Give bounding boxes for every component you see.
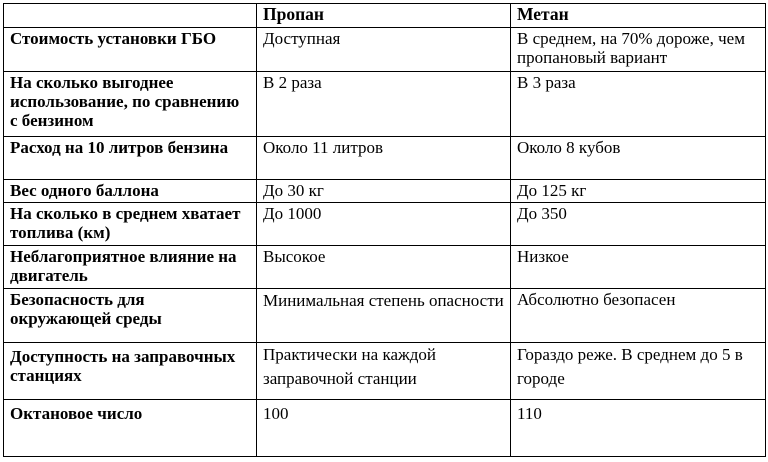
table-row: [4, 28, 766, 72]
propane-value: Практически на каждой заправочной станции: [257, 343, 511, 400]
row-label: На сколько в среднем хватает топлива (км): [4, 203, 257, 246]
row-label: Вес одного баллона: [4, 180, 257, 203]
propane-value: В 2 раза: [257, 72, 511, 137]
header-empty-cell: [4, 4, 257, 28]
propane-value: Высокое: [257, 246, 511, 289]
row-label: Расход на 10 литров бензина: [4, 137, 257, 180]
table-row: [4, 137, 766, 180]
propane-value: До 1000: [257, 203, 511, 246]
table-row: [4, 180, 766, 203]
row-label: Безопасность для окружающей среды: [4, 289, 257, 343]
row-label: Доступность на заправочных станциях: [4, 343, 257, 400]
table-row: [4, 203, 766, 246]
methane-value: 110: [511, 400, 766, 457]
propane-value: До 30 кг: [257, 180, 511, 203]
header-row: [4, 4, 766, 28]
table-row: [4, 343, 766, 400]
propane-value: Минимальная степень опасности: [257, 289, 511, 343]
methane-value: До 350: [511, 203, 766, 246]
table-row: [4, 289, 766, 343]
header-methane: Метан: [511, 4, 766, 28]
propane-value: Около 11 литров: [257, 137, 511, 180]
row-label: Октановое число: [4, 400, 257, 457]
methane-value: Гораздо реже. В среднем до 5 в городе: [511, 343, 766, 400]
propane-value: Доступная: [257, 28, 511, 72]
header-propane: Пропан: [257, 4, 511, 28]
methane-value: До 125 кг: [511, 180, 766, 203]
table-row: [4, 400, 766, 457]
methane-value: Около 8 кубов: [511, 137, 766, 180]
table-row: [4, 246, 766, 289]
methane-value: В 3 раза: [511, 72, 766, 137]
comparison-table: [3, 3, 766, 457]
methane-value: Низкое: [511, 246, 766, 289]
row-label: Неблагоприятное влияние на двигатель: [4, 246, 257, 289]
methane-value: Абсолютно безопасен: [511, 289, 766, 343]
row-label: На сколько выгоднее использование, по сравнению с бензином: [4, 72, 257, 137]
table-row: [4, 72, 766, 137]
row-label: Стоимость установки ГБО: [4, 28, 257, 72]
propane-value: 100: [257, 400, 511, 457]
methane-value: В среднем, на 70% дороже, чем пропановый вариант: [511, 28, 766, 72]
